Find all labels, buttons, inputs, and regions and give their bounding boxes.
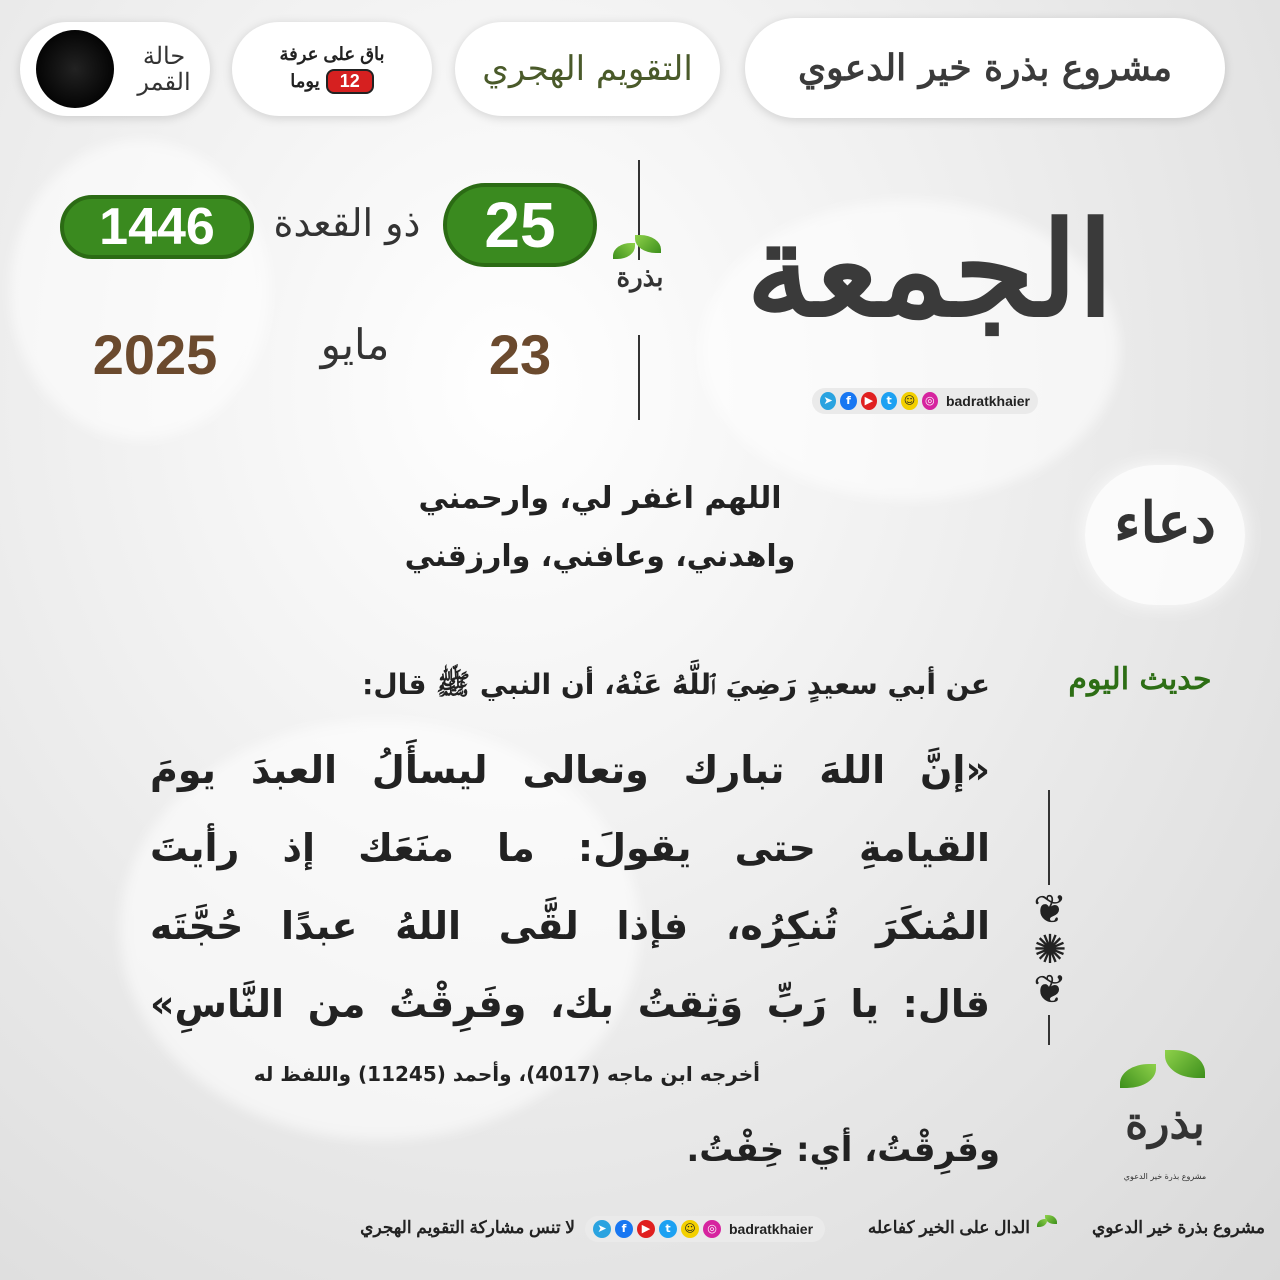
countdown-unit: يوما (290, 71, 320, 91)
footer-project: مشروع بذرة خير الدعوي (1091, 1218, 1265, 1237)
instagram-icon[interactable]: ◎ (922, 392, 938, 410)
footer-motto: الدال على الخير كفاعله (867, 1218, 1030, 1237)
countdown-days-badge: 12 (326, 69, 374, 94)
arafah-countdown (232, 22, 432, 116)
leaf-icon (613, 243, 635, 259)
dua-title: دعاء (1114, 490, 1216, 556)
divider-line (638, 335, 640, 420)
footer-social-bar (585, 1216, 825, 1242)
project-title: مشروع بذرة خير الدعوي (798, 47, 1172, 89)
twitter-icon[interactable]: t (659, 1220, 677, 1238)
social-bar (812, 388, 1038, 414)
dua-line: اللهم اغفر لي، وارحمني (418, 481, 782, 516)
badra-logo-small (605, 235, 675, 330)
hadith-title: حديث اليوم (1068, 662, 1212, 697)
snapchat-icon[interactable]: ☺ (681, 1220, 699, 1238)
instagram-icon[interactable]: ◎ (703, 1220, 721, 1238)
telegram-icon[interactable]: ➤ (593, 1220, 611, 1238)
footer-social-handle: badratkhaier (729, 1221, 814, 1237)
moon-label: حالة القمر (137, 41, 191, 96)
youtube-icon[interactable]: ▶ (861, 392, 877, 410)
hadith-line: قال: يا رَبِّ وَثِقتُ بك، وفَرِقْتُ من النَّاسِ» (150, 982, 990, 1026)
day-name: الجمعة (746, 193, 1114, 346)
calendar-title-pill (455, 22, 720, 116)
hadith-note: وفَرِقْتُ، أي: خِفْتُ. (686, 1130, 1000, 1170)
telegram-icon[interactable]: ➤ (820, 392, 836, 410)
greg-year: 2025 (92, 323, 218, 386)
facebook-icon[interactable]: f (840, 392, 856, 410)
leaf-icon (635, 235, 661, 253)
logo-text: بذرة (1125, 1098, 1205, 1149)
dua-line: واهدني، وعافني، وارزقني (404, 539, 796, 574)
footer-share: لا تنس مشاركة التقويم الهجري (360, 1218, 575, 1237)
hijri-day-badge: 25 (443, 183, 597, 267)
footer-logo-icon (1037, 1215, 1057, 1239)
badra-logo (1110, 1050, 1220, 1200)
youtube-icon[interactable]: ▶ (637, 1220, 655, 1238)
social-handle: badratkhaier (945, 393, 1031, 409)
hadith-line: القيامةِ حتى يقولَ: ما منَعَك إذ رأيتَ (150, 826, 990, 870)
moon-status-pill (20, 22, 210, 116)
countdown-label: باق على عرفة (279, 44, 385, 64)
hijri-year-badge: 1446 (60, 195, 254, 259)
hadith-intro: عن أبي سعيدٍ رَضِيَ ٱللَّهُ عَنْهُ، أن النبي ﷺ قال: (362, 668, 990, 701)
hadith-source: أخرجه ابن ماجه (4017)، وأحمد (11245) واللفظ له (253, 1062, 760, 1086)
ornament-line (1048, 1015, 1050, 1045)
moon-phase-icon (36, 30, 114, 108)
dua-text (380, 470, 820, 586)
greg-month: مايو (320, 320, 390, 369)
facebook-icon[interactable]: f (615, 1220, 633, 1238)
ornament-icon: ❦ ✺ ❦ (1033, 887, 1067, 1013)
logo-subtext: مشروع بذرة خير الدعوي (1123, 1172, 1207, 1181)
leaf-icon (1120, 1064, 1156, 1088)
ornament-line (1048, 790, 1050, 885)
calendar-title: التقويم الهجري (482, 49, 693, 89)
greg-day: 23 (488, 323, 552, 386)
twitter-icon[interactable]: t (881, 392, 897, 410)
logo-text: بذرة (616, 263, 664, 293)
hadith-line: «إنَّ اللهَ تبارك وتعالى ليسأَلُ العبدَ يومَ (150, 748, 990, 792)
leaf-icon (1165, 1050, 1205, 1078)
hadith-body (150, 748, 990, 1060)
hijri-month: ذو القعدة (273, 201, 421, 245)
flower-petal-decoration (10, 140, 270, 440)
snapchat-icon[interactable]: ☺ (901, 392, 917, 410)
hadith-line: المُنكَرَ تُنكِرُه، فإذا لقَّى اللهُ عبدًا حُجَّتَه (150, 904, 990, 948)
project-title-pill (745, 18, 1225, 118)
leaf-icon (1037, 1219, 1047, 1227)
